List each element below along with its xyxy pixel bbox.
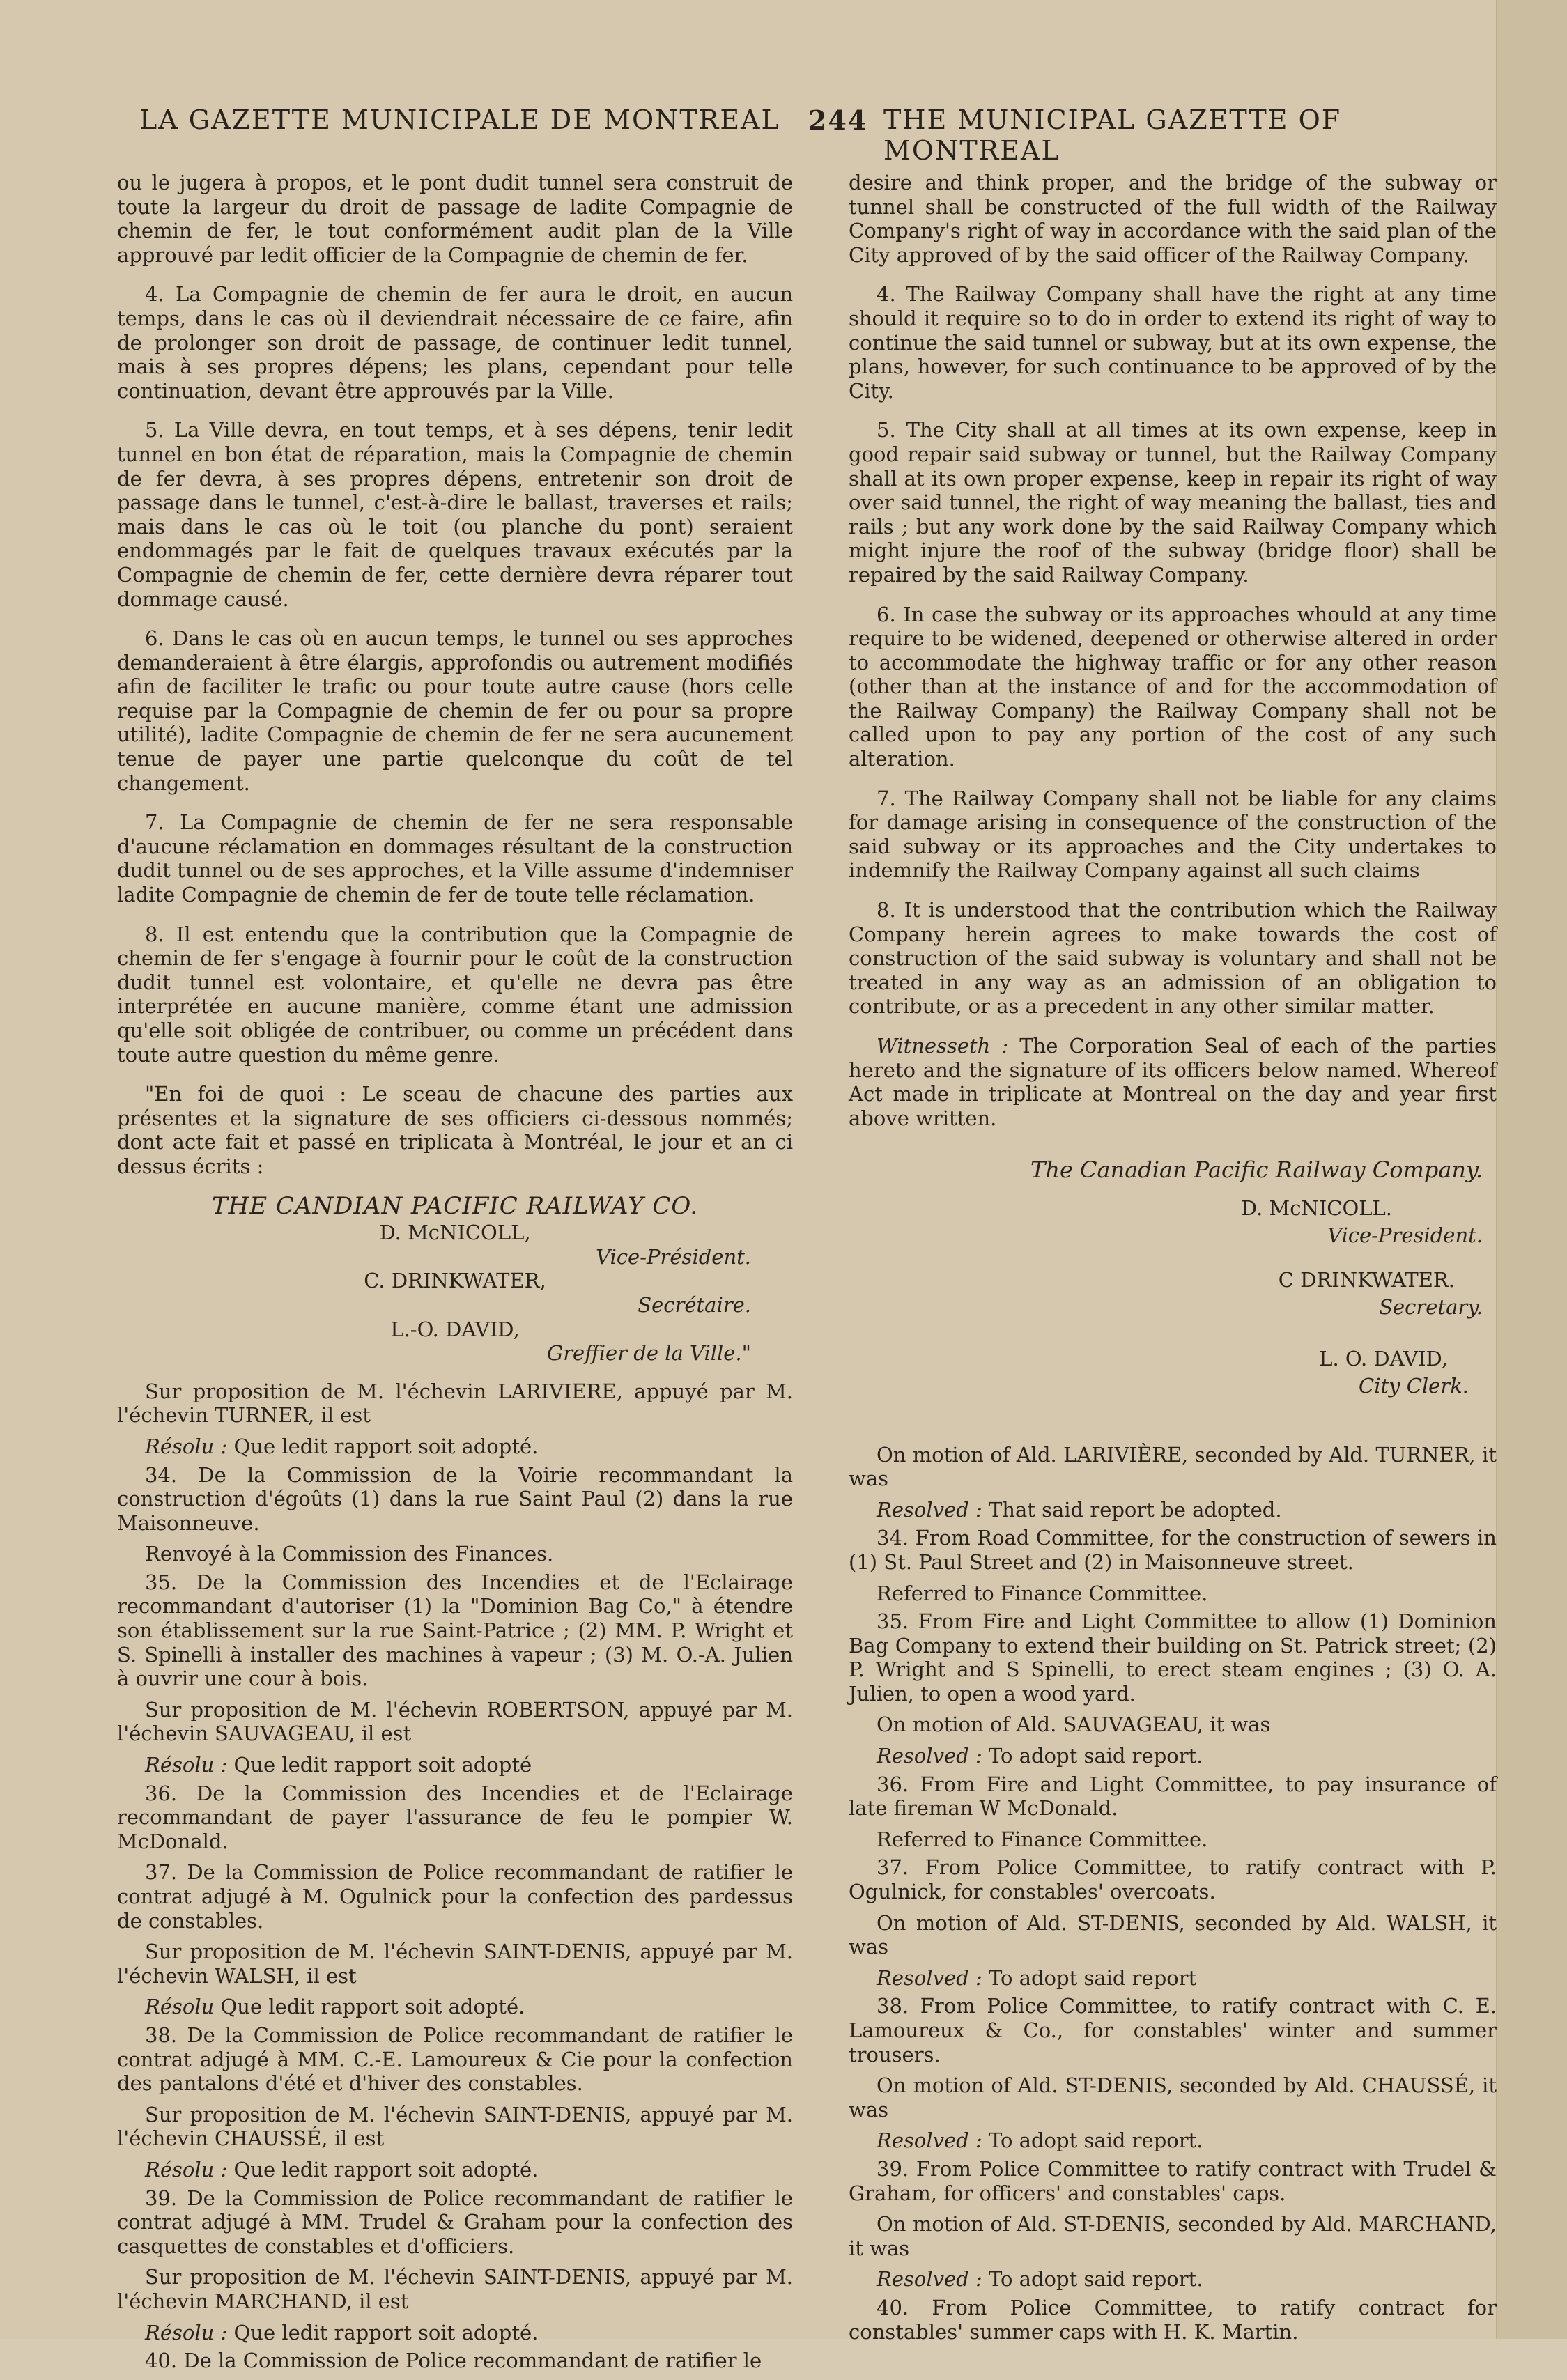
fr-resolution-label: Résolu : [145, 1753, 228, 1777]
en-paragraph [849, 1034, 1497, 1130]
fr-motion: Sur proposition de M. l'échevin SAINT-DENIS, appuyé par M. l'échevin WALSH, il est [117, 1940, 793, 1988]
en-resolution [849, 2128, 1497, 2153]
page-number: 244 [808, 105, 868, 136]
fr-item: 37. De la Commission de Police recommandant de ratifier le contrat adjugé à M. Ogulnick pour la confection des pardessus de constables. [117, 1860, 793, 1933]
en-company-name: The Canadian Pacific Railway Company. [1030, 1157, 1483, 1184]
en-resolution [849, 1498, 1497, 1522]
en-motion: On motion of Ald. SAUVAGEAU, it was [877, 1713, 1271, 1737]
fr-paragraph: 6. Dans le cas où en aucun temps, le tunnel ou ses approches demanderaient à être élargis, approfondis ou autrement modifiés afin de faciliter le trafic ou pour toute autre cause (hors celle requise par la Compagnie de chemin de fer ou pour sa propre utilité), ladite Compagnie de chemin de fer ne sera aucunement tenue de payer une partie quelconque du coût de tel changement. [117, 626, 793, 795]
en-resolution-text: That said report be adopted. [988, 1497, 1282, 1522]
fr-resolution-text: Que ledit rapport soit adopté. [233, 2320, 539, 2344]
fr-item: 36. De la Commission des Incendies et de l'Eclairage recommandant de payer l'assurance de feu le pompier W. McDonald. [117, 1781, 793, 1853]
fr-resolution [117, 1435, 793, 1459]
en-motion: On motion of Ald. LARIVIÈRE, seconded by Ald. TURNER, it was [849, 1442, 1497, 1491]
en-resolution [849, 2267, 1497, 2292]
fr-motion: Sur proposition de M. l'échevin ROBERTSON, appuyé par M. l'échevin SAUVAGEAU, il est [117, 1697, 793, 1746]
fr-item: 39. De la Commission de Police recommandant de ratifier le contrat adjugé à MM. Trudel & Graham pour la confection des casquettes de constables et d'officiers. [117, 2186, 793, 2258]
en-signatory-name: D. McNICOLL. [1240, 1196, 1392, 1220]
en-paragraph: 5. The City shall at all times at its own expense, keep in good repair said subway or tunnel, but the Railway Company shall at its own proper expense, keep in repair its right of way over said tunnel, the right of way meaning the ballast, ties and rails ; but any work done by the said Railway Company which might injure the roof of the subway (bridge floor) shall be repaired by the said Railway Company. [849, 418, 1497, 587]
fr-signatory-title: Vice-Président. [596, 1244, 751, 1269]
en-item: 34. From Road Committee, for the construction of sewers in (1) St. Paul Street and (2) in Maisonneuve street. [849, 1526, 1497, 1574]
en-motion: On motion of Ald. ST-DENIS, seconded by Ald. WALSH, it was [849, 1910, 1497, 1959]
fr-paragraph: 7. La Compagnie de chemin de fer ne sera responsable d'aucune réclamation en dommages résultant de la construction dudit tunnel ou de ses approches, et la Ville assume d'indemniser ladite Compagnie de chemin de fer de toute telle réclamation. [117, 810, 793, 907]
fr-item: 38. De la Commission de Police recommandant de ratifier le contrat adjugé à MM. C.-E. Lamoureux & Cie pour la confection des pantalons d'été et d'hiver des constables. [117, 2023, 793, 2096]
fr-paragraph: "En foi de quoi : Le sceau de chacune des parties aux présentes et la signature de ses officiers ci-dessous nommés; dont acte fait et passé en triplicata à Montréal, le jour et an ci dessus écrits : [117, 1082, 793, 1178]
en-resolution-text: To adopt said report. [988, 2128, 1203, 2153]
en-resolution [849, 1744, 1497, 1768]
en-signatory-name: L. O. DAVID, [1319, 1347, 1448, 1371]
fr-signatory-name: C. DRINKWATER, [364, 1269, 546, 1293]
header-french-title: LA GAZETTE MUNICIPALE DE MONTREAL [139, 105, 780, 135]
fr-item: 40. De la Commission de Police recommandant de ratifier le [145, 2349, 762, 2373]
fr-motion: Sur proposition de M. l'échevin LARIVIERE, appuyé par M. l'échevin TURNER, il est [117, 1379, 793, 1428]
en-resolution-label: Resolved : [877, 2267, 982, 2292]
fr-resolution [117, 1995, 793, 2019]
en-referral: Referred to Finance Committee. [877, 1827, 1208, 1851]
en-item: 36. From Fire and Light Committee, to pay insurance of late fireman W McDonald. [849, 1772, 1497, 1821]
fr-company-name: THE CANDIAN PACIFIC RAILWAY CO. [211, 1191, 699, 1220]
en-motion: On motion of Ald. ST-DENIS, seconded by Ald. MARCHAND, it was [849, 2212, 1497, 2260]
en-signatory-title: Secretary. [1379, 1295, 1483, 1319]
fr-signatory-name: L.-O. DAVID, [390, 1317, 520, 1341]
fr-paragraph: 8. Il est entendu que la contribution que la Compagnie de chemin de fer s'engage à fournir pour le coût de la construction dudit tunnel est volontaire, et qu'elle ne devra pas être interprétée en aucune manière, comme étant une admission qu'elle soit obligée de contribuer, ou comme un précédent dans toute autre question du même genre. [117, 922, 793, 1067]
en-paragraph: 4. The Railway Company shall have the right at any time should it require so to do in order to extend its right of way to continue the said tunnel or subway, but at its own expense, the plans, however, for such continuance to be approved of by the City. [849, 282, 1497, 403]
en-item: 38. From Police Committee, to ratify contract with C. E. Lamoureux & Co., for constables' winter and summer trousers. [849, 1994, 1497, 2066]
en-paragraph: 7. The Railway Company shall not be liable for any claims for damage arising in consequence of the construction of the said subway or its approaches and the City undertakes to indemnify the Railway Company against all such claims [849, 786, 1497, 883]
fr-paragraph: ou le jugera à propos, et le pont dudit tunnel sera construit de toute la largeur du droit de passage de ladite Compagnie de chemin de fer, le tout conformément audit plan de la Ville approuvé par ledit officier de la Compagnie de chemin de fer. [117, 171, 793, 267]
fr-resolution [117, 2321, 793, 2345]
en-signatory-title: Vice-President. [1327, 1223, 1483, 1247]
english-column [849, 171, 1497, 2351]
fr-paragraph: 4. La Compagnie de chemin de fer aura le droit, en aucun temps, dans le cas où il deviendrait nécessaire de ce faire, afin de prolonger son droit de passage, de continuer ledit tunnel, mais à ses propres dépens; les plans, cependant pour telle continuation, devant être approuvés par la Ville. [117, 282, 793, 403]
en-item: 37. From Police Committee, to ratify contract with P. Ogulnick, for constables' overcoats. [849, 1855, 1497, 1904]
fr-resolution [117, 2158, 793, 2182]
en-item: 40. From Police Committee, to ratify contract for constables' summer caps with H. K. Martin. [849, 2295, 1497, 2344]
en-witness-label: Witnesseth : [877, 1034, 1009, 1058]
fr-motion: Sur proposition de M. l'échevin SAINT-DENIS, appuyé par M. l'échevin CHAUSSÉ, il est [117, 2102, 793, 2151]
fr-referral: Renvoyé à la Commission des Finances. [145, 1542, 554, 1566]
en-resolution-label: Resolved : [877, 1965, 982, 1990]
en-resolution-label: Resolved : [877, 2128, 982, 2153]
fr-resolution-label: Résolu [145, 1995, 215, 2019]
fr-resolution-text: Que ledit rapport soit adopté. [233, 1434, 539, 1458]
fr-signatory-name: D. McNICOLL, [379, 1221, 531, 1245]
fr-resolution-label: Résolu : [145, 1434, 228, 1458]
en-resolution-text: To adopt said report. [988, 1744, 1203, 1768]
fr-signatory-title: Secrétaire. [638, 1292, 751, 1317]
en-resolution-label: Resolved : [877, 1744, 982, 1768]
fr-resolution-text: Que ledit rapport soit adopté. [220, 1995, 525, 2019]
en-signatory-title: City Clerk. [1359, 1373, 1469, 1398]
en-referral: Referred to Finance Committee. [877, 1581, 1208, 1605]
en-item: 39. From Police Committee to ratify contract with Trudel & Graham, for officers' and constables' caps. [849, 2156, 1497, 2205]
en-motion: On motion of Ald. ST-DENIS, seconded by Ald. CHAUSSÉ, it was [849, 2073, 1497, 2122]
fr-resolution-text: Que ledit rapport soit adopté [233, 1753, 532, 1777]
fr-resolution-text: Que ledit rapport soit adopté. [233, 2157, 539, 2181]
en-witness-text: The Corporation Seal of each of the parties hereto and the signature of its officers below named. Whereof Act made in triplicate at Montreal on the day and year first above written. [849, 1034, 1497, 1130]
fr-item: 34. De la Commission de la Voirie recommandant la construction d'égoûts (1) dans la rue Saint Paul (2) dans la rue Maisonneuve. [117, 1462, 793, 1535]
fr-resolution-label: Résolu : [145, 2157, 228, 2181]
en-signatory-name: C DRINKWATER. [1278, 1268, 1455, 1292]
french-column [117, 171, 793, 2380]
en-item: 35. From Fire and Light Committee to allow (1) Dominion Bag Company to extend their building on St. Patrick street; (2) P. Wright and S Spinelli, to erect steam engines ; (3) O. A. Julien, to open a wood yard. [849, 1609, 1497, 1706]
en-resolution-text: To adopt said report [988, 1965, 1197, 1990]
en-paragraph: desire and think proper, and the bridge of the subway or tunnel shall be constructed of the full width of the Railway Company's right of way in accordance with the said plan of the City approved of by the said officer of the Railway Company. [849, 171, 1497, 267]
fr-motion: Sur proposition de M. l'échevin SAINT-DENIS, appuyé par M. l'échevin MARCHAND, il est [117, 2265, 793, 2313]
en-resolution-text: To adopt said report. [988, 2267, 1203, 2292]
page-header [139, 105, 1505, 166]
header-english-title: THE MUNICIPAL GAZETTE OF MONTREAL [883, 105, 1342, 166]
en-paragraph: 6. In case the subway or its approaches whould at any time require to be widened, deepened or otherwise altered in order to accommodate the highway traffic or for any other reason (other than at the instance of and for the accommodation of the Railway Company) the Railway Company shall not be called upon to pay any portion of the cost of any such alteration. [849, 602, 1497, 771]
adjacent-page-edge [1496, 0, 1567, 2339]
spacer [849, 1401, 1497, 1443]
fr-resolution [117, 1753, 793, 1777]
fr-signatory-title: Greffier de la Ville." [547, 1341, 751, 1366]
en-resolution-label: Resolved : [877, 1497, 982, 1522]
fr-resolution-label: Résolu : [145, 2320, 228, 2344]
fr-item: 35. De la Commission des Incendies et de l'Eclairage recommandant d'autoriser (1) la "Dominion Bag Co," à étendre son établissement sur la rue Saint-Patrice ; (2) MM. P. Wright et S. Spinelli à installer des machines à vapeur ; (3) M. O.-A. Julien à ouvrir une cour à bois. [117, 1570, 793, 1691]
fr-paragraph: 5. La Ville devra, en tout temps, et à ses dépens, tenir ledit tunnel en bon état de réparation, mais la Compagnie de chemin de fer devra, à ses propres dépens, entretenir son droit de passage dans le tunnel, c'est-à-dire le ballast, traverses et rails; mais dans le cas où le toit (ou planche du pont) seraient endommagés par le fait de quelques travaux exécutés par la Compagnie de chemin de fer, cette dernière devra réparer tout dommage causé. [117, 418, 793, 611]
en-resolution [849, 1966, 1497, 1991]
en-paragraph: 8. It is understood that the contribution which the Railway Company herein agrees to make towards the cost of construction of the said subway is voluntary and shall not be treated in any way as an admission of an obligation to contribute, or as a precedent in any other similar matter. [849, 898, 1497, 1019]
